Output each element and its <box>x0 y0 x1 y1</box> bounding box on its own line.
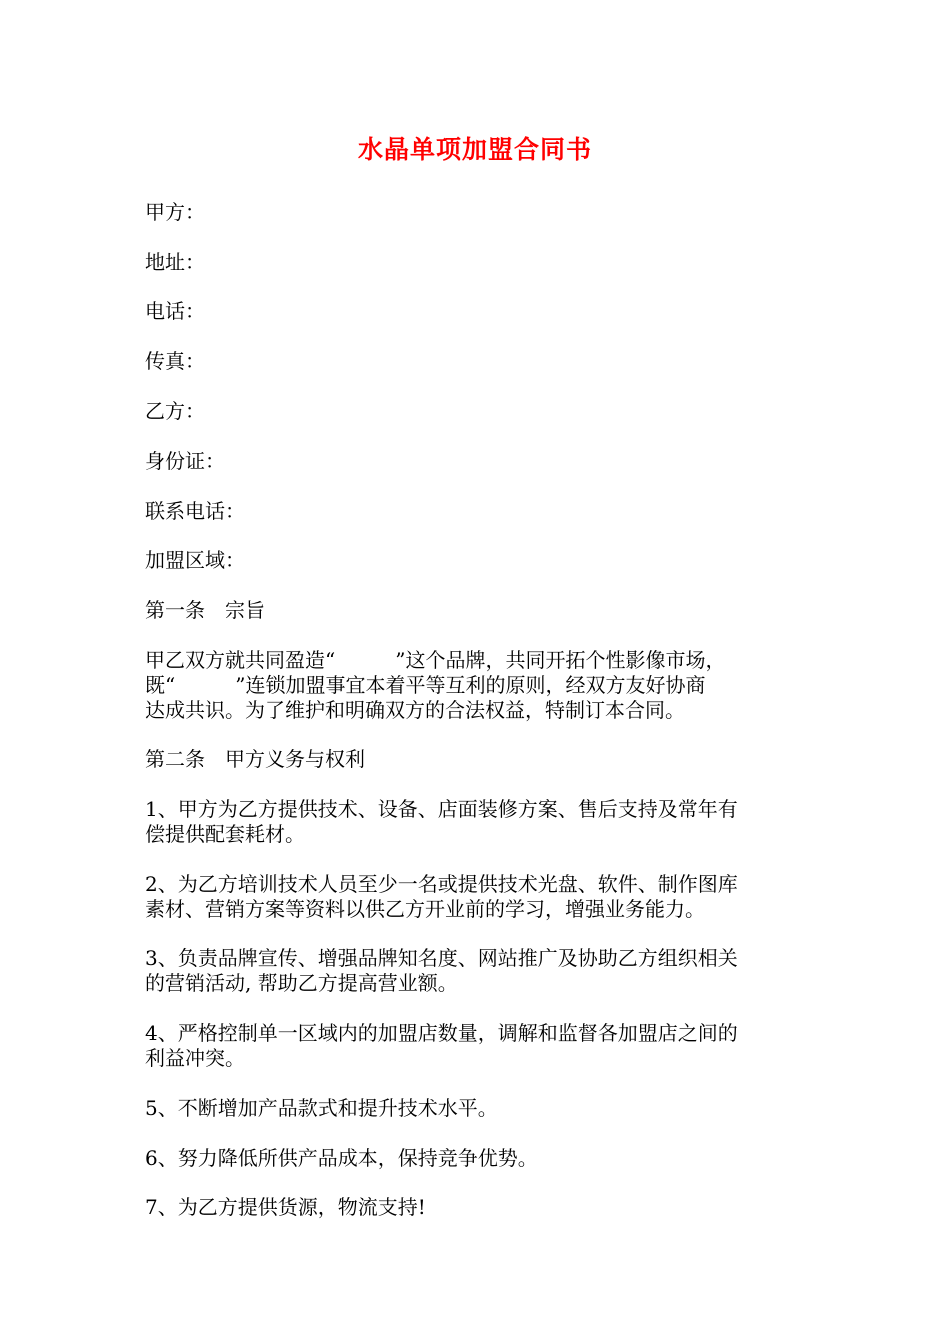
item-line: 2、为乙方培训技术人员至少一名或提供技术光盘、软件、制作图库 <box>145 872 738 896</box>
item-line: 3、负责品牌宣传、增强品牌知名度、网站推广及协助乙方组织相关 <box>145 946 738 970</box>
item-line: 利益冲突。 <box>145 1046 245 1070</box>
field-contact-phone: 联系电话： <box>145 499 245 523</box>
field-address: 地址： <box>145 250 205 274</box>
item-line: 素材、营销方案等资料以供乙方开业前的学习，增强业务能力。 <box>145 897 705 921</box>
field-id-card: 身份证： <box>145 449 225 473</box>
field-phone: 电话： <box>145 299 205 323</box>
article1-line: 既“ ”连锁加盟事宜本着平等互利的原则，经双方友好协商 <box>145 673 706 697</box>
document-title: 水晶单项加盟合同书 <box>357 135 592 164</box>
article2-item-4 <box>145 1021 810 1071</box>
article1-line: 甲乙双方就共同盈造“ ”这个品牌，共同开拓个性影像市场， <box>145 648 726 672</box>
item-line: 的营销活动, 帮助乙方提高营业额。 <box>145 971 458 995</box>
article2-heading: 第二条 甲方义务与权利 <box>145 747 365 771</box>
article1-line: 达成共识。为了维护和明确双方的合法权益，特制订本合同。 <box>145 698 685 722</box>
field-franchise-area: 加盟区域： <box>145 548 245 572</box>
article1-paragraph <box>145 648 810 723</box>
article2-item-1 <box>145 797 810 847</box>
field-fax: 传真： <box>145 349 205 373</box>
item-line: 4、严格控制单一区域内的加盟店数量，调解和监督各加盟店之间的 <box>145 1021 738 1045</box>
item-line: 1、甲方为乙方提供技术、设备、店面装修方案、售后支持及常年有 <box>145 797 738 821</box>
field-party-a: 甲方： <box>145 200 205 224</box>
article2-item-3 <box>145 946 810 996</box>
item-line: 偿提供配套耗材。 <box>145 822 305 846</box>
article2-item-2 <box>145 872 810 922</box>
article2-item-5: 5、不断增加产品款式和提升技术水平。 <box>145 1096 498 1120</box>
article2-item-7: 7、为乙方提供货源，物流支持! <box>145 1195 426 1219</box>
article1-heading: 第一条 宗旨 <box>145 598 265 622</box>
field-party-b: 乙方： <box>145 399 205 423</box>
article2-item-6: 6、努力降低所供产品成本，保持竞争优势。 <box>145 1146 538 1170</box>
